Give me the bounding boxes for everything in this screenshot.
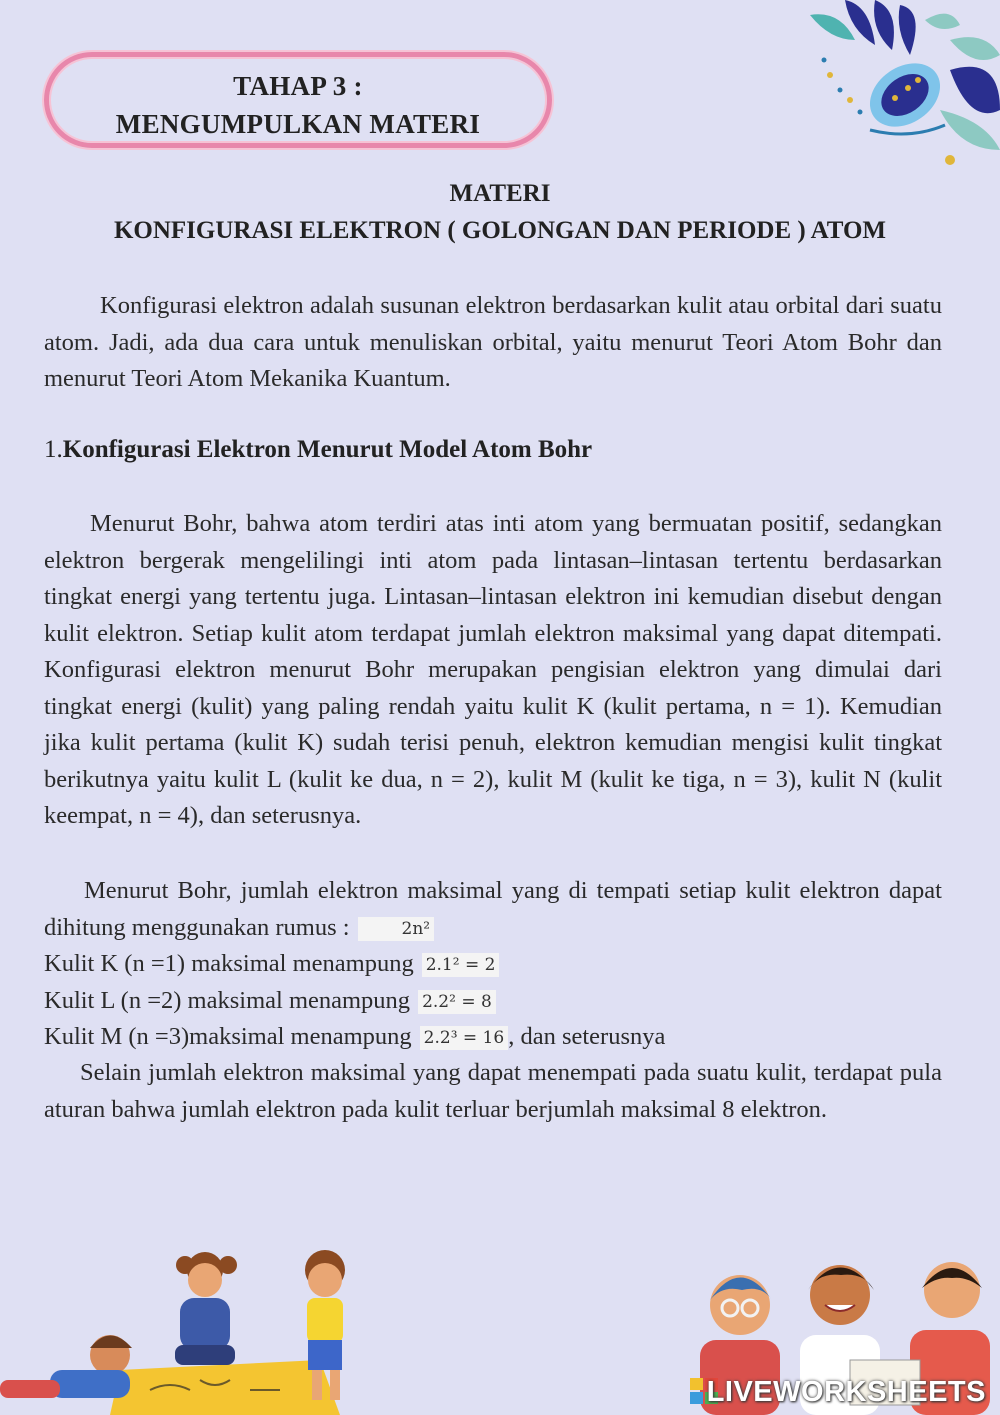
shell-formula: 2.1² = 2 — [422, 953, 500, 977]
shell-label: Kulit K (n =1) maksimal menampung — [44, 950, 414, 977]
max-electron-text: Menurut Bohr, jumlah elektron maksimal yang di tempati setiap kulit elektron dapat dihitung menggunakan rumus : — [44, 877, 942, 941]
floral-ornament-icon — [800, 0, 1000, 180]
shell-line-k — [44, 946, 499, 982]
max-electron-paragraph — [44, 873, 942, 946]
section-title — [44, 436, 592, 464]
shell-label: Kulit L (n =2) maksimal menampung — [44, 987, 411, 1014]
shell-formula: 2.2³ = 16 — [420, 1026, 509, 1050]
section-number: 1. — [44, 436, 63, 463]
shell-label: Kulit M (n =3)maksimal menampung — [44, 1023, 412, 1050]
shell-line-m — [44, 1019, 665, 1055]
liveworksheets-watermark: LIVEWORKSHEETS — [706, 1376, 986, 1408]
shell-formula: 2.2² = 8 — [418, 990, 496, 1014]
intro-paragraph: Konfigurasi elektron adalah susunan elektron berdasarkan kulit atau orbital dari suatu atom. Jadi, ada dua cara untuk menuliskan orbital, yaitu menurut Teori Atom Bohr dan menurut Teori Atom Mekanika Kuantum. — [44, 292, 942, 392]
topic-heading: KONFIGURASI ELEKTRON ( GOLONGAN DAN PERIODE ) ATOM — [113, 217, 887, 244]
shell-suffix: , dan seterusnya — [508, 1023, 666, 1050]
closing-paragraph: Selain jumlah elektron maksimal yang dapat menempati pada suatu kulit, terdapat pula aturan bahwa jumlah elektron pada kulit terluar berjumlah maksimal 8 elektron. — [44, 1059, 942, 1123]
shell-line-l — [44, 983, 496, 1019]
children-drawing-illustration-icon — [0, 1240, 360, 1415]
bohr-paragraph: Menurut Bohr, bahwa atom terdiri atas inti atom yang bermuatan positif, sedangkan elektron bergerak mengelilingi inti atom pada lintasan–lintasan tertentu berdasarkan tingkat energi yang tertentu juga. Lintasan–lintasan elektron ini kemudian disebut dengan kulit elektron. Setiap kulit atom terdapat jumlah elektron maksimal yang dapat ditempati. Konfigurasi elektron menurut Bohr merupakan pengisian elektron yang dimulai dari tingkat energi (kulit) yang paling rendah yaitu kulit K (kulit pertama, n = 1). Kemudian jika kulit pertama (kulit K) sudah terisi penuh, elektron kemudian mengisi kulit tingkat berikutnya yaitu kulit L (kulit ke dua, n = 2), kulit M (kulit ke tiga, n = 3), kulit N (kulit keempat, n = 4), dan seterusnya. — [44, 510, 942, 829]
section-title-text: Konfigurasi Elektron Menurut Model Atom Bohr — [62, 436, 593, 463]
stage-name: MENGUMPULKAN MATERI — [115, 109, 481, 139]
materi-heading: MATERI — [449, 180, 551, 207]
stage-label: TAHAP 3 : — [233, 71, 363, 101]
formula-2n2: 2n² — [358, 917, 435, 941]
stage-title-frame — [44, 52, 552, 148]
